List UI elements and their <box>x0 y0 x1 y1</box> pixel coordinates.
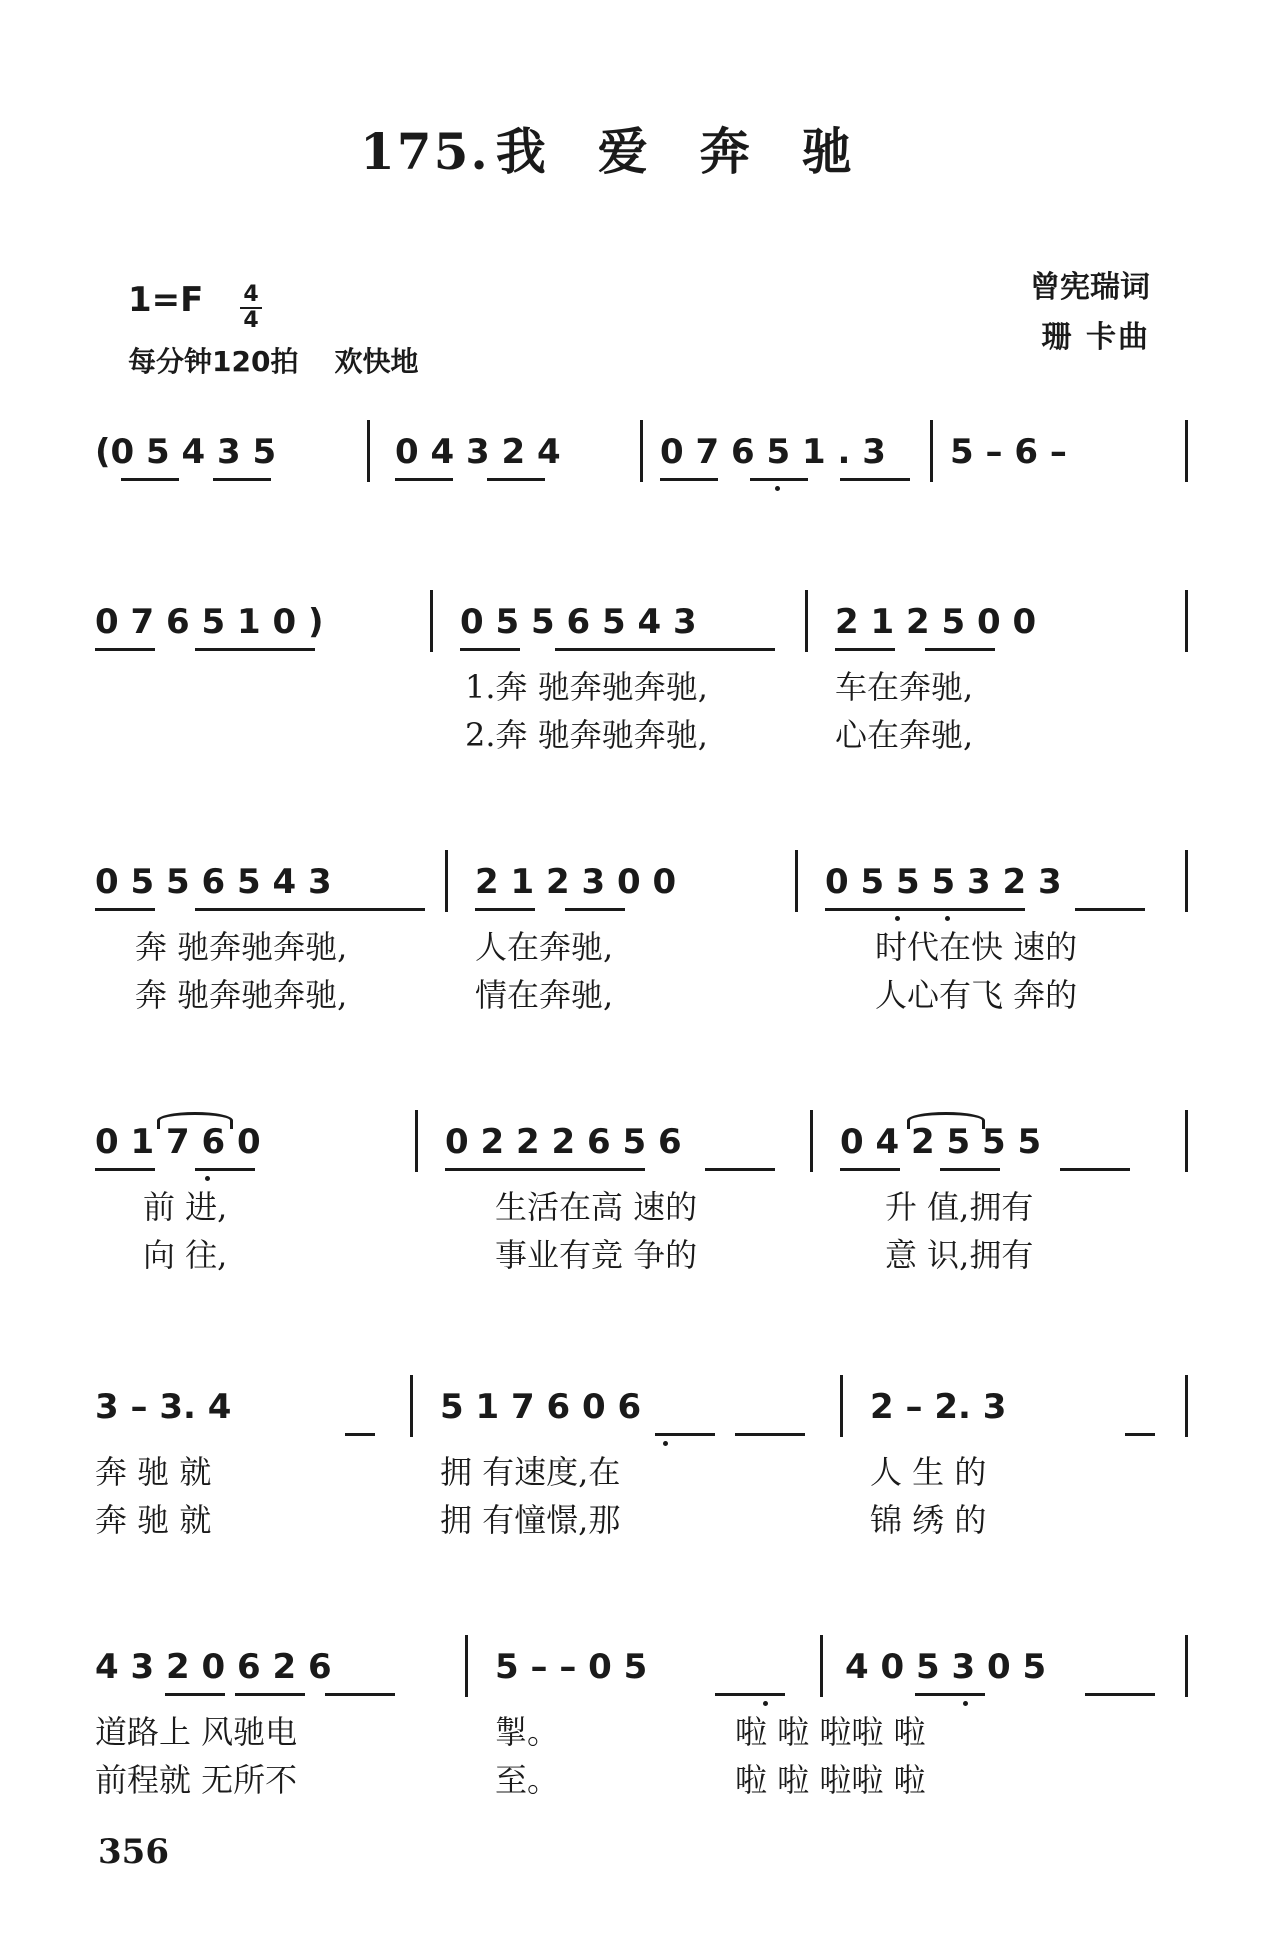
time-sig-bottom: 4 <box>243 308 259 333</box>
lyrics-verse-1 <box>95 922 1195 970</box>
notation-line <box>95 850 1195 920</box>
lyric: 道路上 风驰电 <box>95 1713 298 1751</box>
lyrics-verse-2 <box>95 710 1195 758</box>
measure-15: 5 1 7 6 0 6 <box>440 1387 642 1427</box>
measure-16: 2 – 2. 3 <box>870 1387 1007 1427</box>
system-3 <box>95 850 1195 1018</box>
system-6 <box>95 1635 1195 1803</box>
measure-10: 0 5 5 5 3 2 3 <box>825 862 1062 902</box>
lyric: 人在奔驰, <box>475 928 614 966</box>
measure-18: 5 – – 0 5 <box>495 1647 648 1687</box>
lyrics-verse-2 <box>95 1495 1195 1543</box>
measure-14: 3 – 3. 4 <box>95 1387 232 1427</box>
lyric: 奔 驰 就 <box>95 1501 212 1539</box>
system-1 <box>95 420 1195 490</box>
notation-line <box>95 1110 1195 1180</box>
lyric: 向 往, <box>143 1236 228 1274</box>
lyric: 啦 啦 啦啦 啦 <box>735 1713 926 1751</box>
lyric: 事业有竞 争的 <box>495 1236 698 1274</box>
tempo-marking <box>128 340 418 380</box>
measure-17: 4 3 2 0 6 2 6 <box>95 1647 332 1687</box>
measure-3: 0 7 6 5 1 . 3 <box>660 432 886 472</box>
lyrics-verse-1 <box>95 1707 1195 1755</box>
song-name: 我爱奔驰 <box>495 122 904 181</box>
lyric: 奔 驰奔驰奔驰, <box>135 928 348 966</box>
measure-11: 0 1 7 6 0 <box>95 1122 261 1162</box>
lyrics-verse-2 <box>95 1755 1195 1803</box>
system-5 <box>95 1375 1195 1543</box>
lyric: 前程就 无所不 <box>95 1761 298 1799</box>
lyric: 奔 驰 就 <box>95 1453 212 1491</box>
measure-2: 0 4 3 2 4 <box>395 432 561 472</box>
lyric: 奔 驰奔驰奔驰, <box>135 976 348 1014</box>
lyric: 人心有飞 奔的 <box>875 976 1078 1014</box>
lyric: 车在奔驰, <box>835 668 974 706</box>
lyrics-verse-1 <box>95 1447 1195 1495</box>
lyric: 生活在高 速的 <box>495 1188 698 1226</box>
lyric: 锦 绣 的 <box>870 1501 987 1539</box>
lyrics-verse-1 <box>95 662 1195 710</box>
lyrics-verse-2 <box>95 1230 1195 1278</box>
song-number: 175. <box>360 122 490 181</box>
lyric: 升 值,拥有 <box>885 1188 1034 1226</box>
lyric: 时代在快 速的 <box>875 928 1078 966</box>
measure-7: 2 1 2 5 0 0 <box>835 602 1037 642</box>
expression-mark: 欢快地 <box>334 345 419 378</box>
lyric: 前 进, <box>143 1188 228 1226</box>
system-4 <box>95 1110 1195 1278</box>
time-sig-top: 4 <box>243 282 259 307</box>
lyric: 心在奔驰, <box>835 716 974 754</box>
lyric: 1.奔 驰奔驰奔驰, <box>465 668 708 706</box>
lyric: 意 识,拥有 <box>885 1236 1034 1274</box>
measure-1: (0 5 4 3 5 <box>95 432 277 472</box>
system-2 <box>95 590 1195 758</box>
notation-line <box>95 420 1195 490</box>
time-signature <box>240 284 262 332</box>
lyric: 拥 有憧憬,那 <box>440 1501 621 1539</box>
measure-12: 0 2 2 2 6 5 6 <box>445 1122 682 1162</box>
song-title <box>360 112 904 184</box>
measure-13: 0 4 2 5 5 5 <box>840 1122 1042 1162</box>
lyric: 2.奔 驰奔驰奔驰, <box>465 716 708 754</box>
lyric: 拥 有速度,在 <box>440 1453 621 1491</box>
lyric: 啦 啦 啦啦 啦 <box>735 1761 926 1799</box>
lyric: 情在奔驰, <box>475 976 614 1014</box>
measure-6: 0 5 5 6 5 4 3 <box>460 602 697 642</box>
notation-line <box>95 1375 1195 1445</box>
composer-credit: 珊 卡曲 <box>1041 320 1150 355</box>
lyric: 掣。 <box>495 1713 560 1751</box>
notation-line <box>95 1635 1195 1705</box>
lyric: 至。 <box>495 1761 560 1799</box>
lyrics-verse-1 <box>95 1182 1195 1230</box>
lyricist-credit: 曾宪瑞词 <box>1030 270 1150 305</box>
notation-line <box>95 590 1195 660</box>
measure-19: 4 0 5 3 0 5 <box>845 1647 1047 1687</box>
measure-8: 0 5 5 6 5 4 3 <box>95 862 332 902</box>
tempo-bpm: 每分钟120拍 <box>128 345 299 378</box>
lyric: 人 生 的 <box>870 1453 987 1491</box>
page-number: 356 <box>98 1832 169 1872</box>
measure-9: 2 1 2 3 0 0 <box>475 862 677 902</box>
lyrics-verse-2 <box>95 970 1195 1018</box>
measure-4: 5 – 6 – <box>950 432 1067 472</box>
measure-5: 0 7 6 5 1 0 ) <box>95 602 324 642</box>
key-signature: 1=F <box>128 280 204 320</box>
